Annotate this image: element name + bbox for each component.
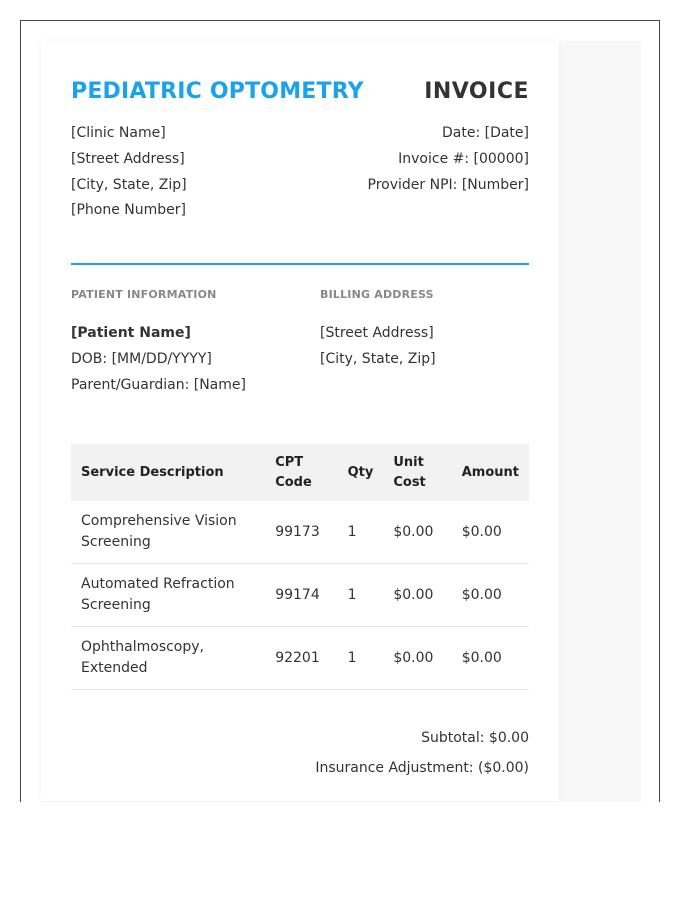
quantity: 1 [338,501,384,564]
clinic-street: [Street Address] [71,150,185,167]
billing-city: [City, State, Zip] [320,350,436,367]
billing-address-heading: BILLING ADDRESS [320,288,434,301]
clinic-phone: [Phone Number] [71,202,186,219]
quantity: 1 [338,564,384,627]
cpt-code: 99174 [265,564,337,627]
invoice-title: INVOICE [424,79,529,104]
invoice-number: Invoice #: [00000] [398,150,529,167]
service-description: Automated Refraction Screening [71,564,265,627]
clinic-brand-title: PEDIATRIC OPTOMETRY [71,79,364,104]
col-header-amount: Amount [452,444,529,501]
col-header-unit-cost: Unit Cost [383,444,451,501]
invoice-header [71,77,529,111]
amount: $0.00 [452,627,529,690]
invoice-meta [368,121,529,198]
unit-cost: $0.00 [383,627,451,690]
billing-address [320,321,436,373]
col-header-description: Service Description [71,444,265,501]
col-header-cpt: CPT Code [265,444,337,501]
provider-npi: Provider NPI: [Number] [367,176,529,193]
unit-cost: $0.00 [383,564,451,627]
col-header-qty: Qty [338,444,384,501]
table-row [71,501,529,564]
patient-info-heading: PATIENT INFORMATION [71,288,217,301]
patient-name: [Patient Name] [71,325,191,341]
service-description: Ophthalmoscopy, Extended [71,627,265,690]
services-table [71,444,529,690]
page-cutoff [0,802,700,900]
patient-guardian: Parent/Guardian: [Name] [71,376,246,393]
invoice-sheet [41,41,559,801]
service-description: Comprehensive Vision Screening [71,501,265,564]
amount: $0.00 [452,564,529,627]
cpt-code: 99173 [265,501,337,564]
subtotal: Subtotal: $0.00 [421,730,529,746]
clinic-info [71,121,187,224]
insurance-adjustment: Insurance Adjustment: ($0.00) [315,760,529,776]
cpt-code: 92201 [265,627,337,690]
quantity: 1 [338,627,384,690]
billing-street: [Street Address] [320,325,434,341]
clinic-city: [City, State, Zip] [71,176,187,193]
unit-cost: $0.00 [383,501,451,564]
patient-info [71,321,246,398]
invoice-date: Date: [Date] [441,125,529,141]
header-divider [71,263,529,265]
clinic-name: [Clinic Name] [71,125,166,141]
table-header-row [71,444,529,501]
table-row [71,627,529,690]
table-row [71,564,529,627]
patient-dob: DOB: [MM/DD/YYYY] [71,350,212,367]
totals-block [315,723,529,783]
invoice-content [71,77,529,776]
info-row [71,121,529,231]
amount: $0.00 [452,501,529,564]
